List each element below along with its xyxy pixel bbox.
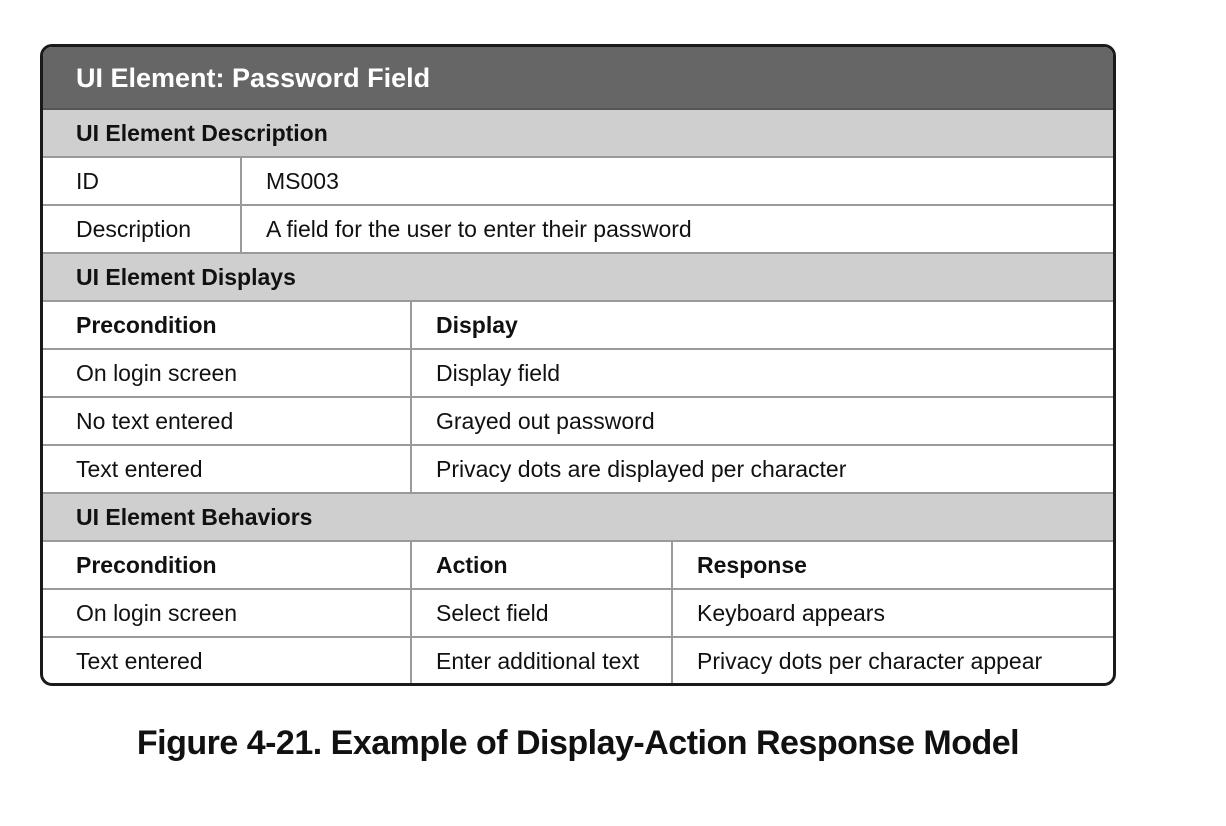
display-cell: Display field (410, 350, 1113, 396)
column-header-row (43, 302, 1113, 350)
action-cell: Enter additional text (410, 638, 671, 686)
column-header-precondition: Precondition (76, 312, 217, 338)
precondition-cell: On login screen (76, 360, 238, 386)
column-header-response: Response (671, 542, 1113, 588)
table-row (43, 446, 1113, 494)
table-row (43, 206, 1113, 254)
table-row (43, 398, 1113, 446)
precondition-cell: No text entered (76, 408, 234, 434)
table-row (43, 590, 1113, 638)
column-header-precondition: Precondition (76, 552, 217, 578)
ui-element-table (40, 44, 1116, 686)
precondition-cell: Text entered (76, 456, 203, 482)
description-label: Description (76, 216, 192, 242)
description-value: A field for the user to enter their password (240, 206, 1113, 252)
table-row (43, 638, 1113, 686)
column-header-action: Action (410, 542, 671, 588)
id-value: MS003 (240, 158, 1113, 204)
response-cell: Privacy dots per character appear (671, 638, 1113, 686)
table-row (43, 158, 1113, 206)
display-cell: Privacy dots are displayed per character (410, 446, 1113, 492)
precondition-cell: Text entered (76, 648, 203, 674)
response-cell: Keyboard appears (671, 590, 1113, 636)
precondition-cell: On login screen (76, 600, 238, 626)
table-title: UI Element: Password Field (43, 47, 1113, 110)
column-header-display: Display (410, 302, 1113, 348)
id-label: ID (76, 168, 99, 194)
action-cell: Select field (410, 590, 671, 636)
table-row (43, 350, 1113, 398)
section-heading-behaviors: UI Element Behaviors (43, 494, 1113, 542)
column-header-row (43, 542, 1113, 590)
figure-caption: Figure 4-21. Example of Display-Action Response Model (136, 724, 1020, 762)
section-heading-displays: UI Element Displays (43, 254, 1113, 302)
section-heading-description: UI Element Description (43, 110, 1113, 158)
display-cell: Grayed out password (410, 398, 1113, 444)
